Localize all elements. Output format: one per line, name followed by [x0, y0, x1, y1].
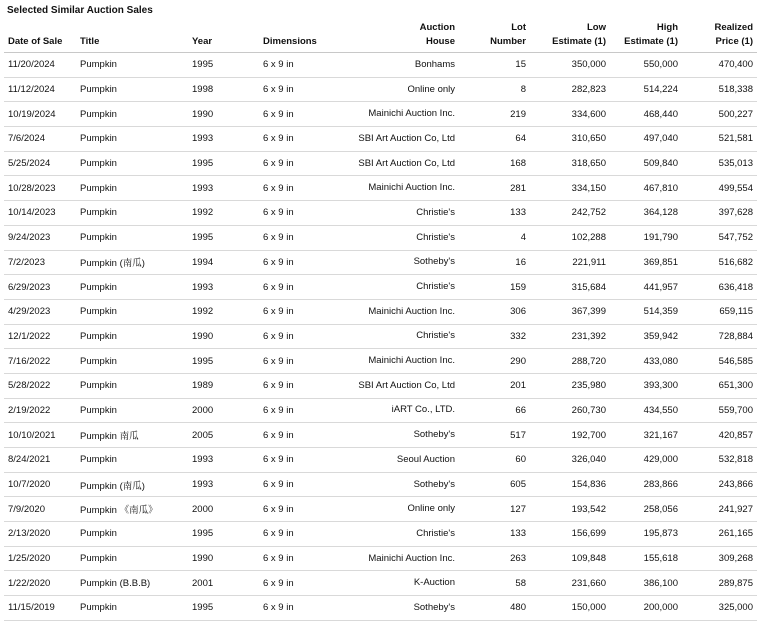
cell-high-estimate: 468,440: [610, 102, 682, 127]
cell-year: 1995: [188, 596, 259, 621]
cell-dimensions: 6 x 9 in: [259, 497, 353, 522]
cell-year: 2000: [188, 497, 259, 522]
cell-title: Pumpkin: [76, 225, 188, 250]
cell-year: 1994: [188, 250, 259, 275]
cell-low-estimate: 231,392: [530, 324, 610, 349]
cell-low-estimate: 367,399: [530, 299, 610, 324]
cell-realized-price: 535,013: [682, 151, 757, 176]
cell-dimensions: 6 x 9 in: [259, 127, 353, 152]
table-body: [4, 53, 757, 621]
cell-low-estimate: 192,700: [530, 423, 610, 448]
cell-lot-number: 168: [459, 151, 530, 176]
cell-auction-house: Christie's: [353, 225, 459, 250]
cell-title: Pumpkin: [76, 299, 188, 324]
cell-title: Pumpkin: [76, 522, 188, 547]
table-row: [4, 349, 757, 374]
cell-high-estimate: 514,224: [610, 77, 682, 102]
cell-auction-house: SBI Art Auction Co, Ltd: [353, 151, 459, 176]
cell-lot-number: 133: [459, 522, 530, 547]
col-header-realized-price: Realized Price (1): [682, 20, 757, 53]
cell-date: 10/28/2023: [4, 176, 76, 201]
cell-title: Pumpkin: [76, 77, 188, 102]
cell-year: 1993: [188, 472, 259, 497]
cell-low-estimate: 109,848: [530, 546, 610, 571]
table-row: [4, 423, 757, 448]
table-row: [4, 201, 757, 226]
cell-title: Pumpkin (南瓜): [76, 250, 188, 275]
cell-lot-number: 4: [459, 225, 530, 250]
cell-low-estimate: 315,684: [530, 275, 610, 300]
cell-auction-house: Mainichi Auction Inc.: [353, 176, 459, 201]
cell-year: 1995: [188, 349, 259, 374]
cell-high-estimate: 509,840: [610, 151, 682, 176]
cell-date: 1/22/2020: [4, 571, 76, 596]
table-row: [4, 299, 757, 324]
cell-realized-price: 289,875: [682, 571, 757, 596]
cell-year: 1990: [188, 324, 259, 349]
table-row: [4, 546, 757, 571]
cell-date: 1/25/2020: [4, 546, 76, 571]
cell-high-estimate: 283,866: [610, 472, 682, 497]
cell-lot-number: 219: [459, 102, 530, 127]
col-header-dimensions: Dimensions: [259, 20, 353, 53]
cell-title: Pumpkin (南瓜): [76, 472, 188, 497]
cell-title: Pumpkin: [76, 151, 188, 176]
cell-high-estimate: 429,000: [610, 448, 682, 473]
cell-high-estimate: 369,851: [610, 250, 682, 275]
cell-date: 5/28/2022: [4, 373, 76, 398]
cell-dimensions: 6 x 9 in: [259, 448, 353, 473]
cell-year: 1998: [188, 77, 259, 102]
cell-low-estimate: 318,650: [530, 151, 610, 176]
cell-date: 4/29/2023: [4, 299, 76, 324]
cell-auction-house: Seoul Auction: [353, 448, 459, 473]
cell-auction-house: Online only: [353, 497, 459, 522]
cell-year: 1995: [188, 151, 259, 176]
cell-realized-price: 420,857: [682, 423, 757, 448]
cell-low-estimate: 334,150: [530, 176, 610, 201]
cell-dimensions: 6 x 9 in: [259, 250, 353, 275]
cell-date: 12/1/2022: [4, 324, 76, 349]
cell-high-estimate: 191,790: [610, 225, 682, 250]
table-row: [4, 596, 757, 621]
cell-title: Pumpkin: [76, 373, 188, 398]
cell-auction-house: Christie's: [353, 275, 459, 300]
cell-lot-number: 64: [459, 127, 530, 152]
table-row: [4, 151, 757, 176]
cell-dimensions: 6 x 9 in: [259, 151, 353, 176]
cell-auction-house: SBI Art Auction Co, Ltd: [353, 373, 459, 398]
cell-dimensions: 6 x 9 in: [259, 349, 353, 374]
cell-lot-number: 60: [459, 448, 530, 473]
table-row: [4, 497, 757, 522]
cell-low-estimate: 235,980: [530, 373, 610, 398]
cell-title: Pumpkin: [76, 201, 188, 226]
cell-title: Pumpkin: [76, 176, 188, 201]
table-row: [4, 102, 757, 127]
auction-sales-table: [4, 20, 757, 621]
cell-title: Pumpkin 南瓜: [76, 423, 188, 448]
cell-dimensions: 6 x 9 in: [259, 53, 353, 78]
cell-high-estimate: 433,080: [610, 349, 682, 374]
cell-realized-price: 516,682: [682, 250, 757, 275]
cell-lot-number: 127: [459, 497, 530, 522]
cell-auction-house: Sotheby's: [353, 472, 459, 497]
cell-lot-number: 8: [459, 77, 530, 102]
cell-high-estimate: 393,300: [610, 373, 682, 398]
cell-year: 1989: [188, 373, 259, 398]
cell-realized-price: 243,866: [682, 472, 757, 497]
table-row: [4, 250, 757, 275]
cell-low-estimate: 288,720: [530, 349, 610, 374]
col-header-date: Date of Sale: [4, 20, 76, 53]
cell-realized-price: 559,700: [682, 398, 757, 423]
cell-date: 11/12/2024: [4, 77, 76, 102]
cell-low-estimate: 260,730: [530, 398, 610, 423]
cell-high-estimate: 514,359: [610, 299, 682, 324]
col-header-title: Title: [76, 20, 188, 53]
cell-dimensions: 6 x 9 in: [259, 77, 353, 102]
col-header-year: Year: [188, 20, 259, 53]
cell-high-estimate: 200,000: [610, 596, 682, 621]
cell-realized-price: 397,628: [682, 201, 757, 226]
cell-lot-number: 263: [459, 546, 530, 571]
col-header-high-estimate: High Estimate (1): [610, 20, 682, 53]
cell-realized-price: 547,752: [682, 225, 757, 250]
cell-title: Pumpkin: [76, 448, 188, 473]
cell-high-estimate: 258,056: [610, 497, 682, 522]
cell-dimensions: 6 x 9 in: [259, 275, 353, 300]
cell-auction-house: Online only: [353, 77, 459, 102]
cell-low-estimate: 154,836: [530, 472, 610, 497]
cell-realized-price: 241,927: [682, 497, 757, 522]
cell-date: 10/7/2020: [4, 472, 76, 497]
cell-auction-house: Sotheby's: [353, 250, 459, 275]
cell-dimensions: 6 x 9 in: [259, 546, 353, 571]
cell-title: Pumpkin 《南瓜》: [76, 497, 188, 522]
cell-dimensions: 6 x 9 in: [259, 472, 353, 497]
cell-low-estimate: 350,000: [530, 53, 610, 78]
cell-high-estimate: 434,550: [610, 398, 682, 423]
cell-high-estimate: 321,167: [610, 423, 682, 448]
table-row: [4, 448, 757, 473]
table-row: [4, 53, 757, 78]
cell-date: 11/15/2019: [4, 596, 76, 621]
cell-realized-price: 518,338: [682, 77, 757, 102]
cell-high-estimate: 441,957: [610, 275, 682, 300]
cell-year: 2001: [188, 571, 259, 596]
cell-realized-price: 636,418: [682, 275, 757, 300]
cell-dimensions: 6 x 9 in: [259, 176, 353, 201]
cell-lot-number: 58: [459, 571, 530, 596]
cell-date: 7/9/2020: [4, 497, 76, 522]
cell-year: 1992: [188, 201, 259, 226]
cell-title: Pumpkin: [76, 546, 188, 571]
cell-high-estimate: 364,128: [610, 201, 682, 226]
cell-high-estimate: 359,942: [610, 324, 682, 349]
cell-date: 5/25/2024: [4, 151, 76, 176]
cell-lot-number: 201: [459, 373, 530, 398]
cell-realized-price: 325,000: [682, 596, 757, 621]
cell-auction-house: Mainichi Auction Inc.: [353, 349, 459, 374]
cell-lot-number: 16: [459, 250, 530, 275]
cell-dimensions: 6 x 9 in: [259, 522, 353, 547]
cell-date: 2/13/2020: [4, 522, 76, 547]
col-header-lot-number: Lot Number: [459, 20, 530, 53]
cell-date: 6/29/2023: [4, 275, 76, 300]
cell-date: 8/24/2021: [4, 448, 76, 473]
table-row: [4, 77, 757, 102]
cell-auction-house: Sotheby's: [353, 596, 459, 621]
cell-auction-house: Bonhams: [353, 53, 459, 78]
cell-realized-price: 470,400: [682, 53, 757, 78]
cell-auction-house: Mainichi Auction Inc.: [353, 299, 459, 324]
cell-date: 10/19/2024: [4, 102, 76, 127]
cell-date: 9/24/2023: [4, 225, 76, 250]
cell-dimensions: 6 x 9 in: [259, 398, 353, 423]
cell-low-estimate: 282,823: [530, 77, 610, 102]
cell-low-estimate: 102,288: [530, 225, 610, 250]
cell-auction-house: SBI Art Auction Co, Ltd: [353, 127, 459, 152]
cell-year: 1993: [188, 127, 259, 152]
cell-title: Pumpkin: [76, 127, 188, 152]
cell-realized-price: 499,554: [682, 176, 757, 201]
cell-date: 10/14/2023: [4, 201, 76, 226]
cell-high-estimate: 155,618: [610, 546, 682, 571]
cell-title: Pumpkin (B.B.B): [76, 571, 188, 596]
cell-year: 1992: [188, 299, 259, 324]
cell-low-estimate: 326,040: [530, 448, 610, 473]
cell-lot-number: 480: [459, 596, 530, 621]
cell-title: Pumpkin: [76, 275, 188, 300]
cell-realized-price: 532,818: [682, 448, 757, 473]
cell-dimensions: 6 x 9 in: [259, 299, 353, 324]
cell-low-estimate: 156,699: [530, 522, 610, 547]
cell-year: 1993: [188, 176, 259, 201]
col-header-auction-house: Auction House: [353, 20, 459, 53]
cell-title: Pumpkin: [76, 324, 188, 349]
cell-realized-price: 728,884: [682, 324, 757, 349]
cell-year: 1990: [188, 102, 259, 127]
cell-low-estimate: 231,660: [530, 571, 610, 596]
cell-low-estimate: 221,911: [530, 250, 610, 275]
cell-low-estimate: 193,542: [530, 497, 610, 522]
table-row: [4, 275, 757, 300]
cell-lot-number: 332: [459, 324, 530, 349]
cell-dimensions: 6 x 9 in: [259, 571, 353, 596]
cell-low-estimate: 150,000: [530, 596, 610, 621]
cell-dimensions: 6 x 9 in: [259, 225, 353, 250]
cell-realized-price: 651,300: [682, 373, 757, 398]
table-row: [4, 225, 757, 250]
cell-dimensions: 6 x 9 in: [259, 596, 353, 621]
cell-date: 2/19/2022: [4, 398, 76, 423]
cell-date: 10/10/2021: [4, 423, 76, 448]
cell-auction-house: K-Auction: [353, 571, 459, 596]
cell-realized-price: 659,115: [682, 299, 757, 324]
cell-date: 7/2/2023: [4, 250, 76, 275]
cell-year: 1993: [188, 275, 259, 300]
table-row: [4, 176, 757, 201]
col-header-low-estimate: Low Estimate (1): [530, 20, 610, 53]
cell-realized-price: 309,268: [682, 546, 757, 571]
cell-low-estimate: 310,650: [530, 127, 610, 152]
cell-realized-price: 546,585: [682, 349, 757, 374]
cell-auction-house: Sotheby's: [353, 423, 459, 448]
cell-dimensions: 6 x 9 in: [259, 201, 353, 226]
cell-lot-number: 290: [459, 349, 530, 374]
cell-title: Pumpkin: [76, 53, 188, 78]
table-row: [4, 571, 757, 596]
cell-dimensions: 6 x 9 in: [259, 102, 353, 127]
cell-lot-number: 15: [459, 53, 530, 78]
cell-high-estimate: 386,100: [610, 571, 682, 596]
cell-high-estimate: 550,000: [610, 53, 682, 78]
cell-high-estimate: 497,040: [610, 127, 682, 152]
cell-year: 2005: [188, 423, 259, 448]
cell-auction-house: Christie's: [353, 324, 459, 349]
cell-date: 11/20/2024: [4, 53, 76, 78]
cell-realized-price: 500,227: [682, 102, 757, 127]
cell-year: 2000: [188, 398, 259, 423]
cell-auction-house: Christie's: [353, 522, 459, 547]
cell-auction-house: Christie's: [353, 201, 459, 226]
cell-date: 7/16/2022: [4, 349, 76, 374]
cell-lot-number: 306: [459, 299, 530, 324]
cell-low-estimate: 242,752: [530, 201, 610, 226]
cell-dimensions: 6 x 9 in: [259, 324, 353, 349]
cell-dimensions: 6 x 9 in: [259, 373, 353, 398]
cell-title: Pumpkin: [76, 398, 188, 423]
cell-year: 1993: [188, 448, 259, 473]
cell-high-estimate: 467,810: [610, 176, 682, 201]
cell-lot-number: 66: [459, 398, 530, 423]
cell-low-estimate: 334,600: [530, 102, 610, 127]
cell-year: 1995: [188, 225, 259, 250]
table-row: [4, 472, 757, 497]
table-row: [4, 522, 757, 547]
cell-year: 1995: [188, 53, 259, 78]
cell-auction-house: iART Co., LTD.: [353, 398, 459, 423]
table-row: [4, 373, 757, 398]
cell-lot-number: 605: [459, 472, 530, 497]
table-row: [4, 324, 757, 349]
cell-date: 7/6/2024: [4, 127, 76, 152]
cell-dimensions: 6 x 9 in: [259, 423, 353, 448]
cell-lot-number: 281: [459, 176, 530, 201]
cell-title: Pumpkin: [76, 349, 188, 374]
table-title: Selected Similar Auction Sales: [7, 5, 153, 16]
cell-title: Pumpkin: [76, 596, 188, 621]
cell-lot-number: 133: [459, 201, 530, 226]
cell-auction-house: Mainichi Auction Inc.: [353, 102, 459, 127]
cell-auction-house: Mainichi Auction Inc.: [353, 546, 459, 571]
cell-high-estimate: 195,873: [610, 522, 682, 547]
cell-lot-number: 159: [459, 275, 530, 300]
table-header: [4, 20, 757, 53]
cell-year: 1990: [188, 546, 259, 571]
cell-title: Pumpkin: [76, 102, 188, 127]
cell-realized-price: 521,581: [682, 127, 757, 152]
cell-lot-number: 517: [459, 423, 530, 448]
cell-realized-price: 261,165: [682, 522, 757, 547]
cell-year: 1995: [188, 522, 259, 547]
table-row: [4, 398, 757, 423]
table-row: [4, 127, 757, 152]
